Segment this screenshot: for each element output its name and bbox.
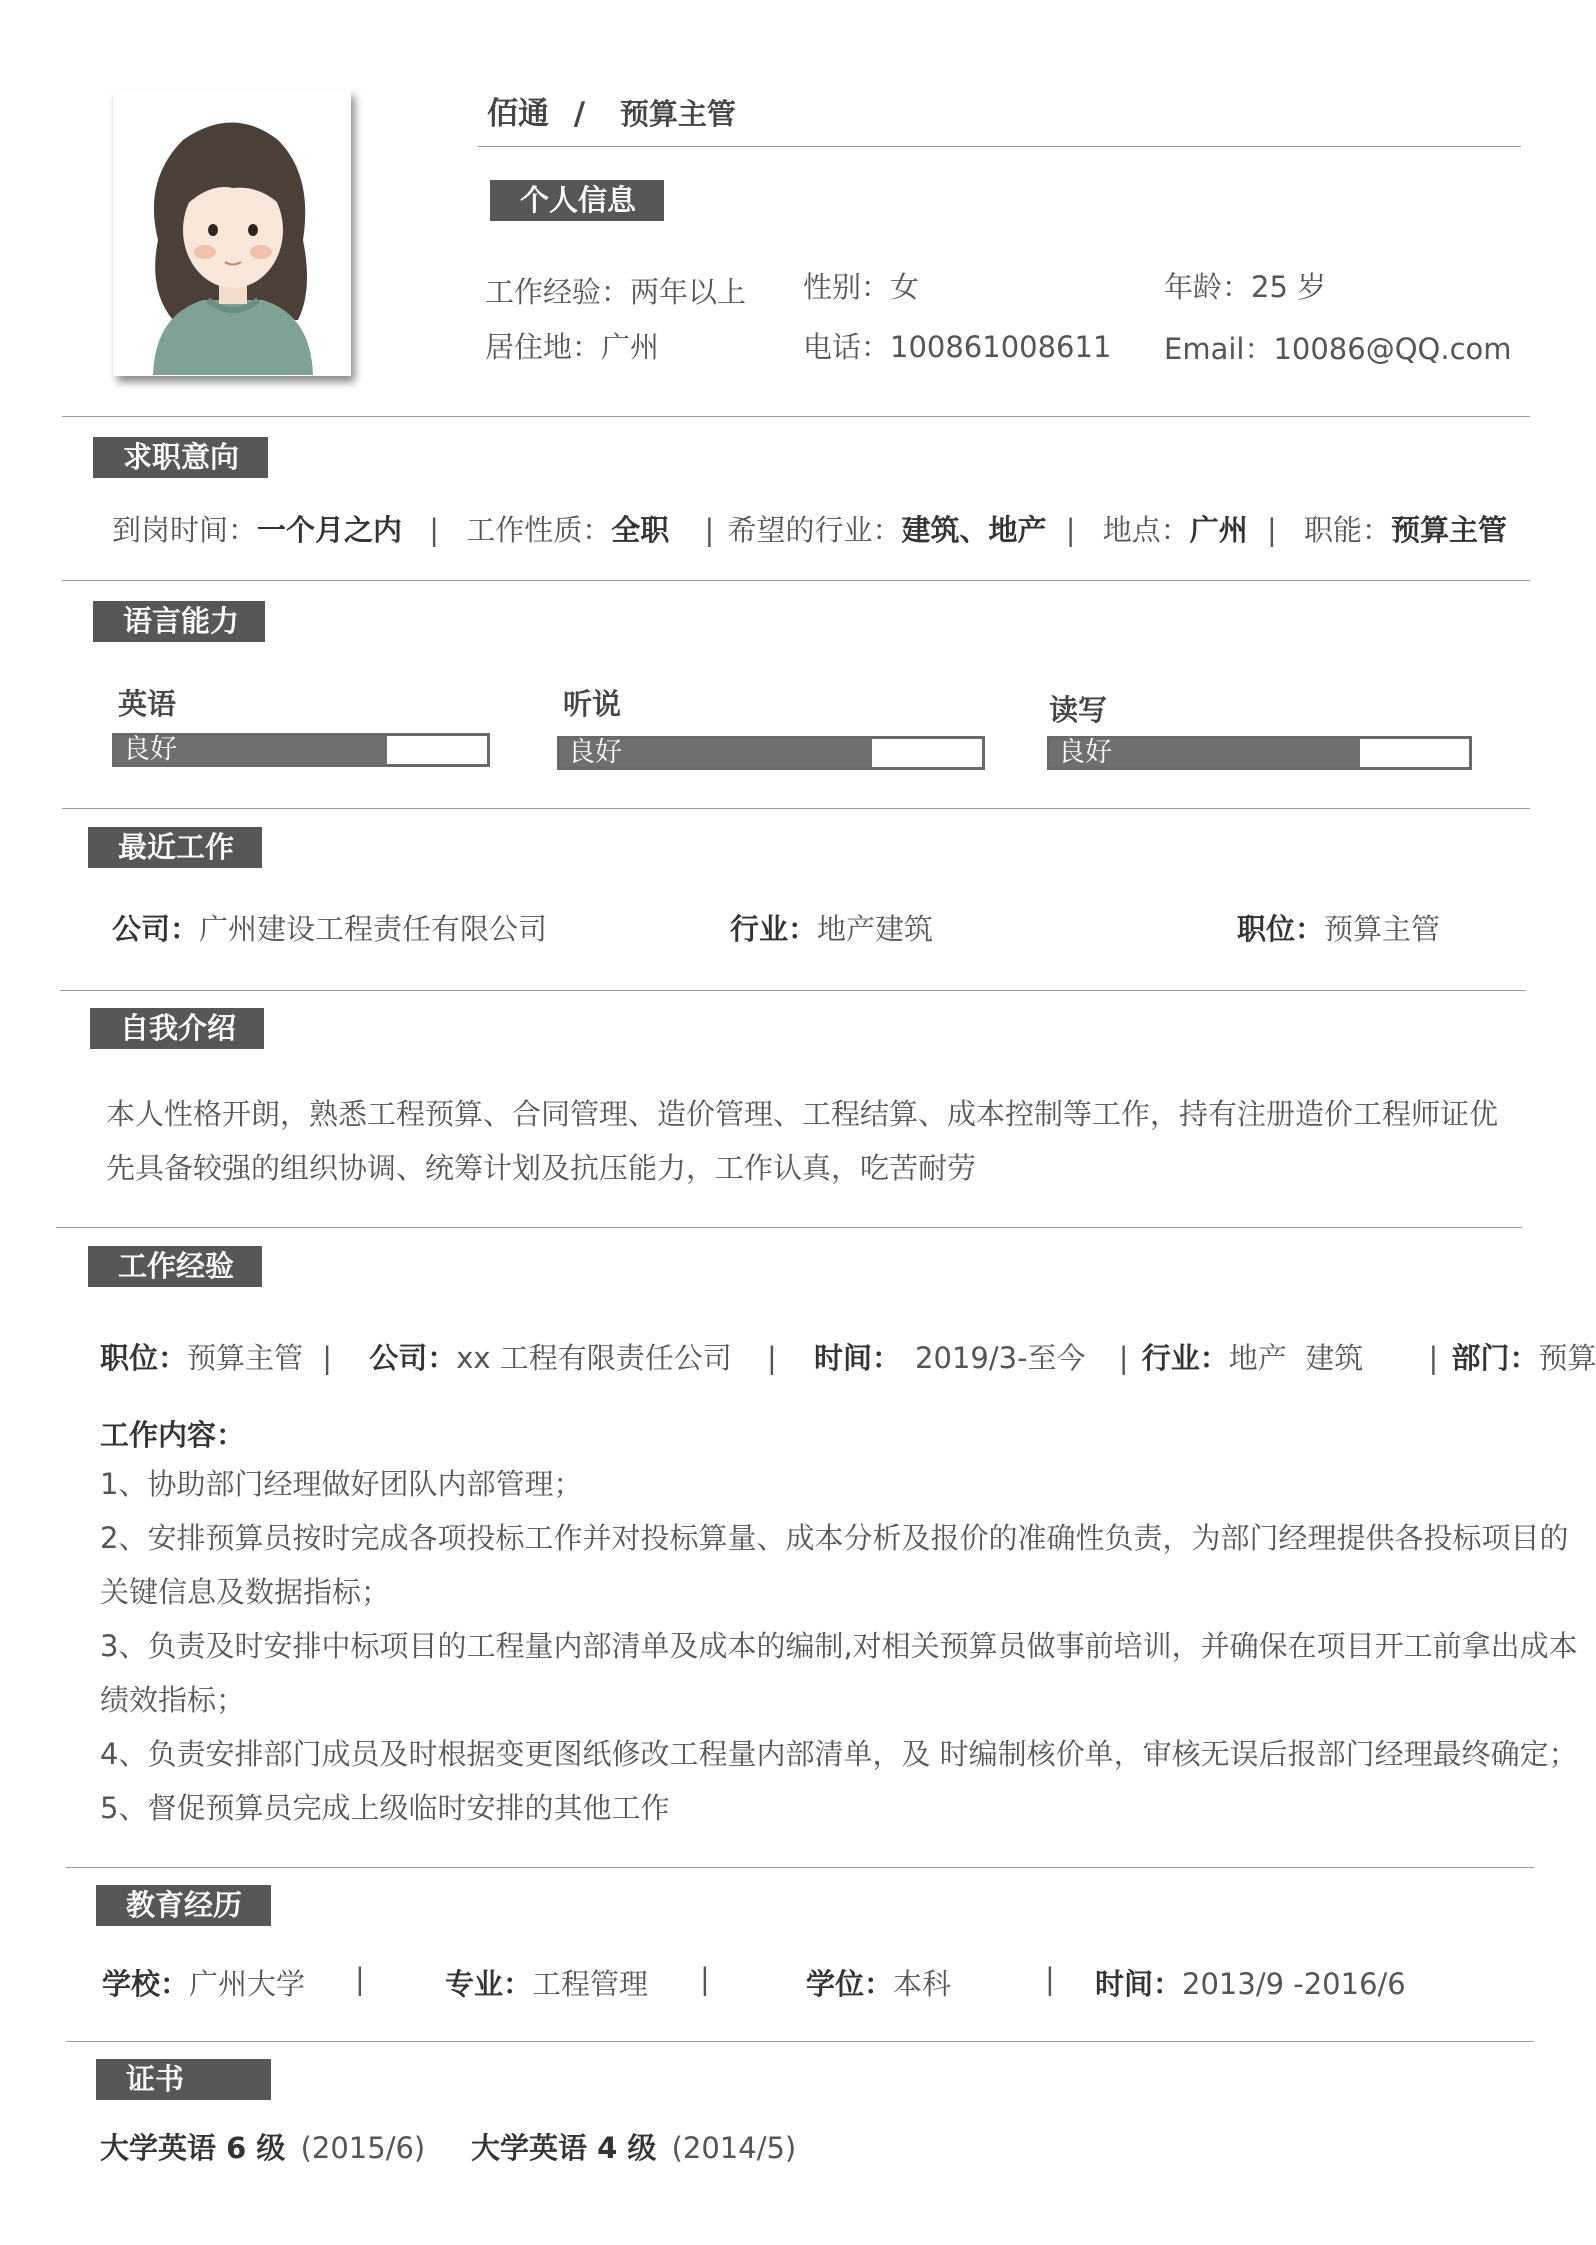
section-title-language: 语言能力 xyxy=(93,601,265,642)
edu-degree xyxy=(806,1962,951,2003)
section-divider xyxy=(60,990,1526,991)
section-divider xyxy=(62,416,1530,417)
work-line: 绩效指标； xyxy=(100,1683,246,1717)
section-divider xyxy=(62,808,1530,809)
intent-label-industry: 希望的行业： xyxy=(727,513,902,547)
personal-phone: 电话：100861008611 xyxy=(803,330,1112,364)
edu-school-label: 学校： xyxy=(102,1967,190,2001)
recent-company-label: 公司： xyxy=(112,912,200,946)
work-line: 关键信息及数据指标； xyxy=(100,1575,391,1609)
intent-row xyxy=(112,508,1507,549)
intent-label-location: 地点： xyxy=(1102,513,1190,547)
avatar-illustration xyxy=(113,90,351,376)
section-divider xyxy=(56,1227,1522,1228)
language-name-reading: 读写 xyxy=(1049,693,1108,727)
work-position-value: 预算主管 xyxy=(187,1341,304,1375)
work-time-label: 时间： xyxy=(814,1341,902,1375)
personal-gender: 性别：女 xyxy=(803,270,920,304)
intro-line: 本人性格开朗，熟悉工程预算、合同管理、造价管理、工程结算、成本控制等工作，持有注册造价工程师证优 xyxy=(106,1097,1499,1131)
edu-time-value: 2013/9 -2016/6 xyxy=(1182,1967,1406,2001)
language-name-english: 英语 xyxy=(118,687,177,721)
personal-experience: 工作经验：两年以上 xyxy=(485,275,747,309)
work-line: 5、督促预算员完成上级临时安排的其他工作 xyxy=(100,1791,670,1825)
language-level-listening: 良好 xyxy=(568,737,622,768)
work-industry-label: 行业： xyxy=(1141,1341,1229,1375)
work-position-label: 职位： xyxy=(100,1341,188,1375)
intent-label-nature: 工作性质： xyxy=(466,513,612,547)
language-name-listening: 听说 xyxy=(563,687,622,721)
work-dept-label: 部门： xyxy=(1451,1341,1539,1375)
work-content-label: 工作内容： xyxy=(100,1418,246,1452)
cert-date: (2014/5) xyxy=(671,2131,797,2165)
edu-time-label: 时间： xyxy=(1095,1967,1183,2001)
section-title-work: 工作经验 xyxy=(88,1246,262,1287)
work-time-value: 2019/3-至今 xyxy=(915,1341,1086,1375)
recent-position-label: 职位： xyxy=(1237,912,1325,946)
section-divider xyxy=(66,2041,1534,2042)
edu-time xyxy=(1095,1962,1406,2003)
work-company-label: 公司： xyxy=(369,1341,457,1375)
recent-position-value: 预算主管 xyxy=(1324,912,1441,946)
work-summary-row xyxy=(100,1336,1596,1377)
section-title-intro: 自我介绍 xyxy=(90,1008,264,1049)
edu-separator: | xyxy=(700,1962,710,1996)
name-title-line xyxy=(487,88,736,133)
recent-company-value: 广州建设工程责任有限公司 xyxy=(199,912,548,946)
intent-value-location: 广州 xyxy=(1189,513,1248,547)
intent-label-arrival: 到岗时间： xyxy=(112,513,258,547)
language-bar-listening xyxy=(557,736,985,770)
edu-degree-value: 本科 xyxy=(893,1967,952,2001)
recent-company xyxy=(112,907,547,948)
language-level-english: 良好 xyxy=(123,734,177,765)
language-level-reading: 良好 xyxy=(1058,737,1112,768)
section-title-recent: 最近工作 xyxy=(88,827,262,868)
edu-major xyxy=(445,1962,648,2003)
cert-item xyxy=(100,2126,425,2167)
cert-name: 大学英语 4 级 xyxy=(471,2131,657,2165)
intent-separator: | xyxy=(1065,513,1076,547)
intent-value-arrival: 一个月之内 xyxy=(257,513,403,547)
intent-separator: | xyxy=(1267,513,1277,547)
job-title: 预算主管 xyxy=(619,97,736,131)
intent-separator: | xyxy=(704,513,715,547)
intent-label-function: 职能： xyxy=(1304,513,1392,547)
profile-photo xyxy=(113,90,351,376)
work-line: 4、负责安排部门成员及时根据变更图纸修改工程量内部清单，及 时编制核价单，审核无误后报部门经理最终确定； xyxy=(100,1737,1578,1771)
intent-separator: | xyxy=(429,513,440,547)
cert-name: 大学英语 6 级 xyxy=(100,2131,286,2165)
section-title-intent: 求职意向 xyxy=(93,437,268,478)
candidate-name: 佰通 xyxy=(487,96,549,132)
section-title-education: 教育经历 xyxy=(96,1885,271,1926)
work-separator: | xyxy=(1428,1341,1439,1375)
cert-item xyxy=(471,2126,796,2167)
recent-industry-value: 地产建筑 xyxy=(817,912,934,946)
work-line: 2、安排预算员按时完成各项投标工作并对投标算量、成本分析及报价的准确性负责，为部门经理提供各投标项目的 xyxy=(100,1521,1569,1555)
personal-email: Email：10086@QQ.com xyxy=(1164,332,1512,366)
personal-age: 年龄：25 岁 xyxy=(1164,270,1327,304)
edu-school-value: 广州大学 xyxy=(189,1967,306,2001)
header-divider xyxy=(478,146,1521,147)
section-title-personal: 个人信息 xyxy=(490,180,664,221)
section-title-certs: 证书 xyxy=(96,2059,271,2100)
personal-residence: 居住地：广州 xyxy=(485,330,660,364)
intent-value-function: 预算主管 xyxy=(1391,513,1508,547)
work-line: 1、协助部门经理做好团队内部管理； xyxy=(100,1467,583,1501)
language-bar-reading xyxy=(1047,736,1472,770)
section-divider xyxy=(62,580,1530,581)
work-separator: | xyxy=(322,1341,333,1375)
edu-degree-label: 学位： xyxy=(806,1967,894,2001)
cert-date: (2015/6) xyxy=(300,2131,426,2165)
recent-industry xyxy=(730,907,933,948)
intent-value-nature: 全职 xyxy=(611,513,670,547)
intent-value-industry: 建筑、地产 xyxy=(901,513,1047,547)
edu-separator: | xyxy=(1045,1962,1055,1996)
recent-industry-label: 行业： xyxy=(730,912,818,946)
edu-major-value: 工程管理 xyxy=(532,1967,649,2001)
work-company-value: xx 工程有限责任公司 xyxy=(456,1341,732,1375)
work-industry-value: 地产 建筑 xyxy=(1228,1341,1364,1375)
edu-separator: | xyxy=(355,1962,365,1996)
work-separator: | xyxy=(767,1341,777,1375)
recent-position xyxy=(1237,907,1440,948)
edu-school xyxy=(102,1962,305,2003)
intro-line: 先具备较强的组织协调、统筹计划及抗压能力，工作认真，吃苦耐劳 xyxy=(106,1151,977,1185)
language-bar-english xyxy=(112,733,490,767)
section-divider xyxy=(66,1867,1534,1868)
name-slash: / xyxy=(573,96,586,132)
edu-major-label: 专业： xyxy=(445,1967,533,2001)
work-separator: | xyxy=(1118,1341,1129,1375)
work-dept-value: 预算 xyxy=(1538,1341,1596,1375)
work-line: 3、负责及时安排中标项目的工程量内部清单及成本的编制,对相关预算员做事前培训，并确保在项目开工前拿出成本 xyxy=(100,1629,1578,1663)
